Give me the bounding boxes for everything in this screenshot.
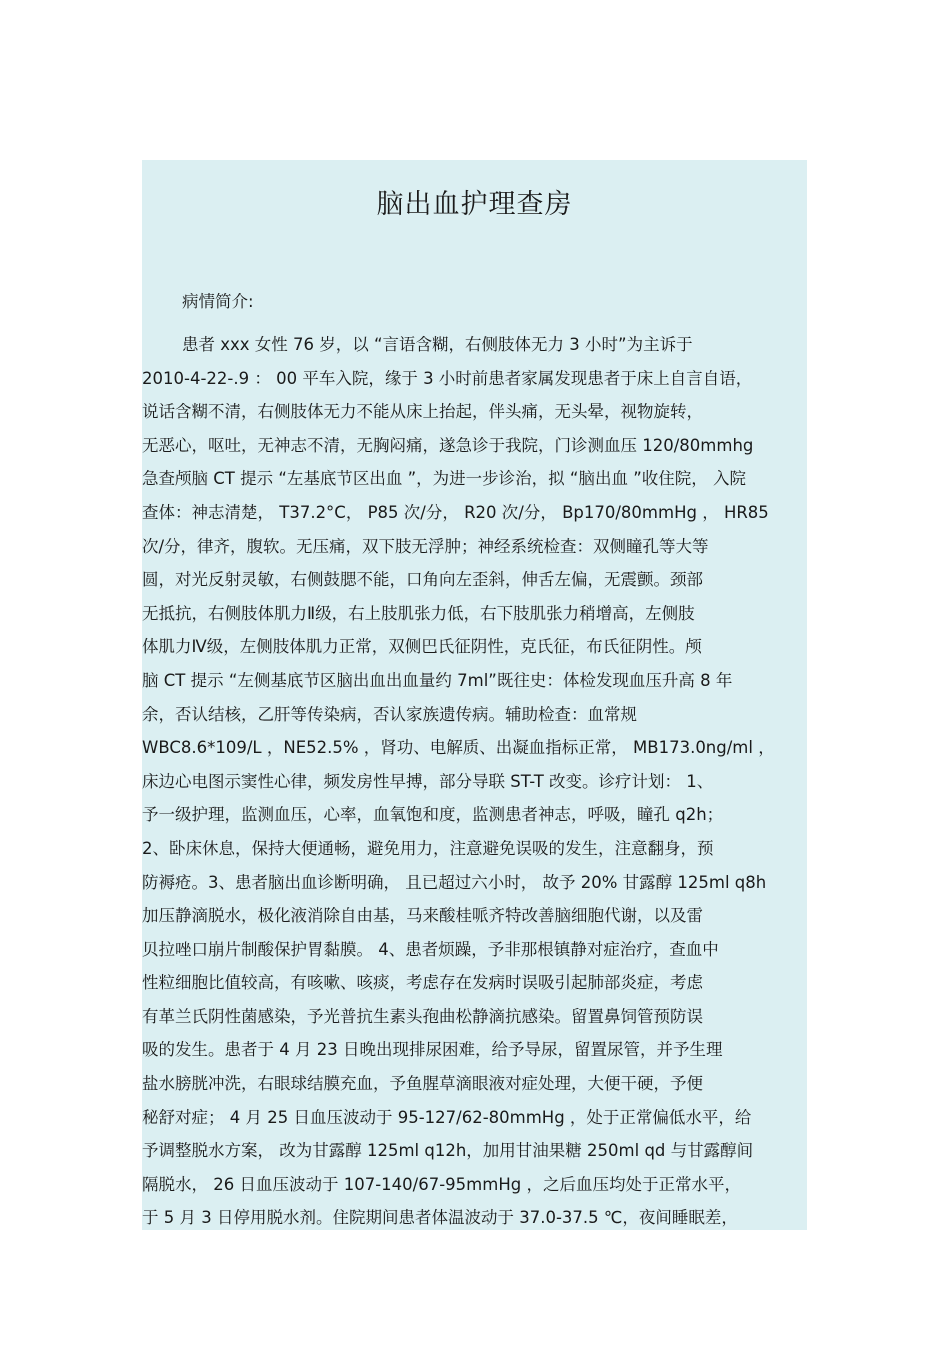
body-line: 2010-4-22-.9 ： 00 平车入院，缘于 3 小时前患者家属发现患者于床上自言自语， <box>142 368 753 388</box>
body-line: 患者 xxx 女性 76 岁，以 “言语含糊，右侧肢体无力 3 小时”为主诉于 <box>182 335 693 354</box>
section-heading-case-summary: 病情简介: <box>182 292 254 311</box>
body-line: 查体：神志清楚， T37.2°C， P85 次/分， R20 次/分， Bp170/80mmHg ， HR85 <box>142 502 769 522</box>
body-line: 于 5 月 3 日停用脱水剂。住院期间患者体温波动于 37.0-37.5 ℃，夜间睡眠差， <box>142 1208 738 1228</box>
body-line: 防褥疮。3、患者脑出血诊断明确， 且已超过六小时， 故予 20% 甘露醇 125ml q8h <box>142 872 767 892</box>
body-line: WBC8.6*109/L ，NE52.5% ，肾功、电解质、出凝血指标正常， MB173.0ng/ml ， <box>142 738 775 758</box>
body-line: 急查颅脑 CT 提示 “左基底节区出血 ”，为进一步诊治，拟 “脑出血 ”收住院， 入院 <box>142 469 747 489</box>
body-line: 次/分，律齐，腹软。无压痛，双下肢无浮肿；神经系统检查：双侧瞳孔等大等 <box>142 536 709 556</box>
body-line: 加压静滴脱水，极化液消除自由基，马来酸桂哌齐特改善脑细胞代谢，以及雷 <box>142 906 703 926</box>
body-line: 脑 CT 提示 “左侧基底节区脑出血出血量约 7ml”既往史：体检发现血压升高 8 年 <box>142 670 733 690</box>
body-line: 余，否认结核，乙肝等传染病，否认家族遗传病。辅助检查：血常规 <box>142 704 637 724</box>
body-line: 无抵抗，右侧肢体肌力Ⅱ级，右上肢肌张力低，右下肢肌张力稍增高，左侧肢 <box>142 603 695 623</box>
body-line: 圆，对光反射灵敏，右侧鼓腮不能，口角向左歪斜，伸舌左偏，无震颤。颈部 <box>142 570 703 590</box>
body-line: 秘舒对症； 4 月 25 日血压波动于 95-127/62-80mmHg ，处于正常偏低水平，给 <box>142 1107 752 1127</box>
body-line: 2、卧床休息，保持大便通畅，避免用力，注意避免误吸的发生，注意翻身，预 <box>142 838 714 858</box>
body-line: 吸的发生。患者于 4 月 23 日晚出现排尿困难，给予导尿，留置尿管，并予生理 <box>142 1040 723 1060</box>
body-line: 无恶心，呕吐，无神志不清，无胸闷痛，遂急诊于我院，门诊测血压 120/80mmhg <box>142 435 754 455</box>
body-line: 隔脱水， 26 日血压波动于 107-140/67-95mmHg ，之后血压均处于正常水平， <box>142 1174 741 1194</box>
body-line: 盐水膀胱冲洗，右眼球结膜充血，予鱼腥草滴眼液对症处理，大便干硬，予便 <box>142 1074 703 1094</box>
document-page <box>142 160 807 1230</box>
body-line: 说话含糊不清，右侧肢体无力不能从床上抬起，伴头痛，无头晕，视物旋转， <box>142 402 703 422</box>
body-line: 贝拉唑口崩片制酸保护胃黏膜。 4、患者烦躁，予非那根镇静对症治疗，查血中 <box>142 939 719 959</box>
body-line: 体肌力Ⅳ级，左侧肢体肌力正常，双侧巴氏征阴性，克氏征，布氏征阴性。颅 <box>142 637 702 657</box>
body-line: 有革兰氏阴性菌感染，予光普抗生素头孢曲松静滴抗感染。留置鼻饲管预防误 <box>142 1006 703 1026</box>
body-line: 床边心电图示窦性心律，频发房性早搏，部分导联 ST-T 改变。诊疗计划： 1、 <box>142 771 714 791</box>
document-title: 脑出血护理查房 <box>376 189 573 220</box>
body-line: 予一级护理，监测血压，心率，血氧饱和度，监测患者神志，呼吸，瞳孔 q2h； <box>142 805 724 825</box>
case-summary-body <box>142 328 807 1230</box>
body-line: 予调整脱水方案， 改为甘露醇 125ml q12h，加用甘油果糖 250ml qd 与甘露醇间 <box>142 1141 754 1161</box>
body-line: 性粒细胞比值较高，有咳嗽、咳痰，考虑存在发病时误吸引起肺部炎症，考虑 <box>142 973 703 993</box>
